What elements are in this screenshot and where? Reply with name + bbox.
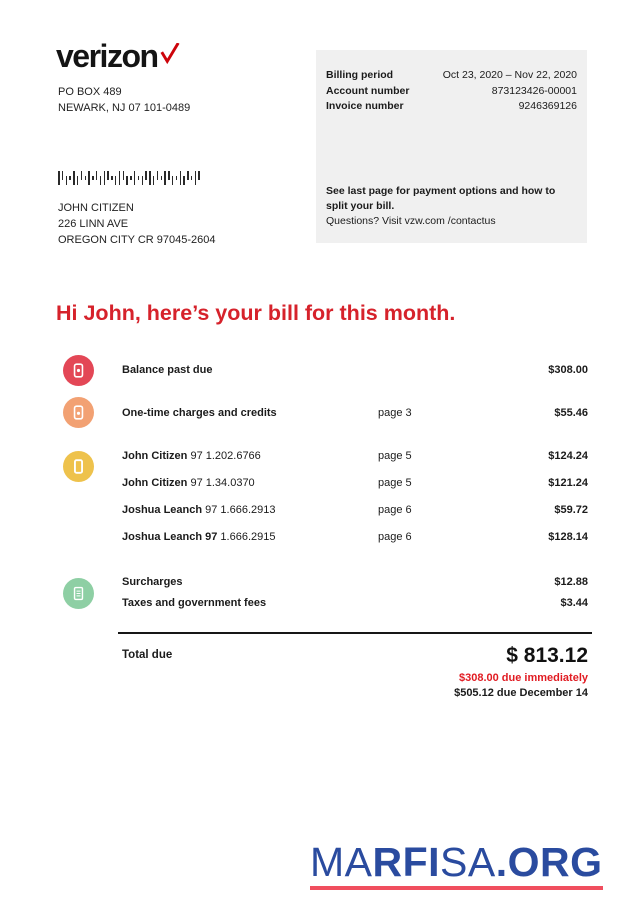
summary-row [122,530,588,544]
summary-row [122,476,588,490]
summary-row-label: Joshua Leanch 97 1.666.2913 [122,504,276,516]
summary-row-page: page 6 [378,531,412,543]
total-divider [118,632,592,634]
sender-address-line: NEWARK, NJ 07 101-0489 [58,102,191,114]
payment-options-note-bold: See last page for payment options and how to split your bill. [326,185,556,212]
greeting-heading: Hi John, here’s your bill for this month. [56,301,456,325]
marfisa-watermark-text [310,840,603,884]
summary-row [122,503,588,517]
summary-row-label: Surcharges [122,576,183,588]
billing-period-label: Billing period [326,69,394,81]
verizon-checkmark-icon [159,36,181,73]
summary-row-amount: $128.14 [548,531,588,543]
summary-row [122,406,588,420]
summary-row-label: Joshua Leanch 97 1.666.2915 [122,531,276,543]
billing-period-value: Oct 23, 2020 – Nov 22, 2020 [442,69,577,81]
due-immediately-text: $308.00 due immediately [458,672,588,684]
phone-icon [63,451,94,482]
marfisa-watermark [310,840,603,890]
summary-row-amount: $308.00 [548,364,588,376]
marfisa-watermark-part: MA [310,839,373,885]
recipient-address [58,200,216,248]
recipient-street: 226 LINN AVE [58,218,129,230]
summary-row-amount: $121.24 [548,477,588,489]
account-number-row [326,84,577,100]
payment-options-note [326,184,577,229]
sender-address [58,84,190,116]
verizon-logo-text: verizon [56,38,158,74]
recipient-city: OREGON CITY CR 97045-2604 [58,234,216,246]
account-number-value: 873123426-00001 [491,84,577,97]
summary-row-amount: $55.46 [554,407,588,419]
summary-row-amount: $124.24 [548,450,588,462]
summary-row-label: Taxes and government fees [122,597,267,609]
document-icon [63,578,94,609]
summary-row-label: John Citizen 97 1.34.0370 [122,477,255,489]
total-due-block [454,644,588,699]
contact-note: Questions? Visit vzw.com /contactus [326,215,496,227]
summary-row-label: One-time charges and credits [122,407,277,419]
recipient-name: JOHN CITIZEN [58,202,134,214]
summary-row-page: page 5 [378,477,412,489]
summary-row-amount: $12.88 [554,576,588,588]
summary-row-amount: $3.44 [560,597,588,609]
summary-row-amount: $59.72 [554,504,588,516]
summary-row [122,363,588,377]
postal-barcode [58,171,202,185]
summary-row-label: Balance past due [122,364,213,376]
invoice-number-label: Invoice number [326,100,404,112]
billing-info-rows [326,68,577,115]
total-due-amount: $ 813.12 [506,644,588,667]
invoice-number-value: 9246369126 [518,100,577,112]
verizon-logo [56,38,181,75]
marfisa-watermark-part: SA [440,839,496,885]
due-later-text: $505.12 due December 14 [454,687,588,699]
summary-row [122,596,588,610]
summary-row-page: page 6 [378,504,412,516]
summary-row [122,449,588,463]
total-due-label: Total due [122,649,173,661]
marfisa-watermark-underline [310,886,603,890]
sender-address-line: PO BOX 489 [58,86,122,98]
summary-row-label: John Citizen 97 1.202.6766 [122,450,261,462]
marfisa-watermark-part: RFI [372,839,441,885]
device-charge-icon [63,397,94,428]
marfisa-watermark-part: .ORG [495,839,603,885]
summary-row [122,575,588,589]
invoice-number-row [326,99,577,115]
billing-period-row [326,68,577,84]
receipt-icon [63,355,94,386]
summary-row-page: page 5 [378,450,412,462]
summary-row-page: page 3 [378,407,412,419]
billing-info-box [316,50,587,243]
account-number-label: Account number [326,84,410,97]
